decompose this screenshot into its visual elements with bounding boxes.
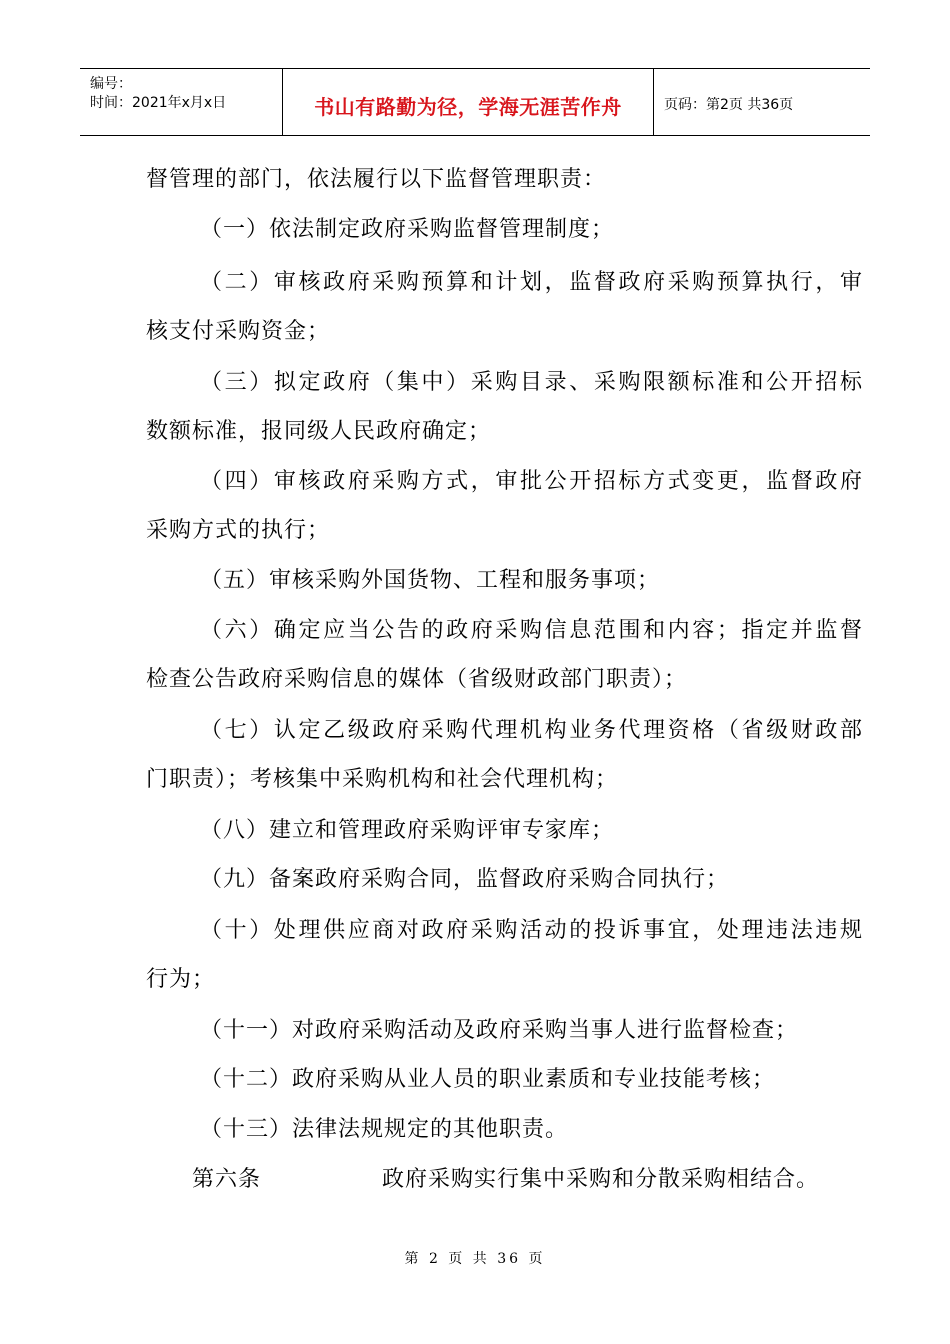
body-line: （七）认定乙级政府采购代理机构业务代理资格（省级财政部 <box>200 718 862 743</box>
body-line: （四）审核政府采购方式，审批公开招标方式变更，监督政府 <box>200 469 862 494</box>
body-line: （三）拟定政府（集中）采购目录、采购限额标准和公开招标 <box>200 370 862 395</box>
body-line: （二）审核政府采购预算和计划，监督政府采购预算执行，审 <box>200 270 862 295</box>
article-number: 第六条 <box>192 1167 262 1192</box>
article-line <box>192 1162 819 1193</box>
body-line: （八）建立和管理政府采购评审专家库； <box>200 818 615 843</box>
document-number-label: 编号： <box>90 76 132 92</box>
body-line: （六）确定应当公告的政府采购信息范围和内容；指定并监督 <box>200 618 862 643</box>
header-motto: 书山有路勤为径，学海无涯苦作舟 <box>314 94 622 119</box>
body-line: （十一）对政府采购活动及政府采购当事人进行监督检查； <box>200 1018 799 1043</box>
page-footer: 第 2 页 共 36 页 <box>404 1251 546 1267</box>
header-page-info: 页码：第2页 共36页 <box>664 97 794 113</box>
body-line: 采购方式的执行； <box>146 518 331 543</box>
page-header <box>80 68 870 136</box>
article-text: 政府采购实行集中采购和分散采购相结合。 <box>382 1167 820 1192</box>
header-meta-cell <box>80 69 283 135</box>
body-line: 行为； <box>146 967 216 992</box>
document-time-label: 时间：2021年x月x日 <box>90 95 227 111</box>
body-line: 门职责）；考核集中采购机构和社会代理机构； <box>146 767 619 792</box>
body-line: （十二）政府采购从业人员的职业素质和专业技能考核； <box>200 1067 776 1092</box>
body-line: （五）审核采购外国货物、工程和服务事项； <box>200 568 661 593</box>
body-line: 核支付采购资金； <box>146 319 331 344</box>
body-line: （一）依法制定政府采购监督管理制度； <box>200 217 615 242</box>
body-line: （十）处理供应商对政府采购活动的投诉事宜，处理违法违规 <box>200 918 862 943</box>
body-line: 数额标准，报同级人民政府确定； <box>146 419 492 444</box>
body-line: （十三）法律法规规定的其他职责。 <box>200 1117 569 1142</box>
header-page-cell <box>654 69 870 135</box>
body-line: （九）备案政府采购合同，监督政府采购合同执行； <box>200 867 730 892</box>
header-motto-cell <box>283 69 654 135</box>
body-line: 督管理的部门，依法履行以下监督管理职责： <box>146 167 607 192</box>
body-line: 检查公告政府采购信息的媒体（省级财政部门职责）； <box>146 667 688 692</box>
